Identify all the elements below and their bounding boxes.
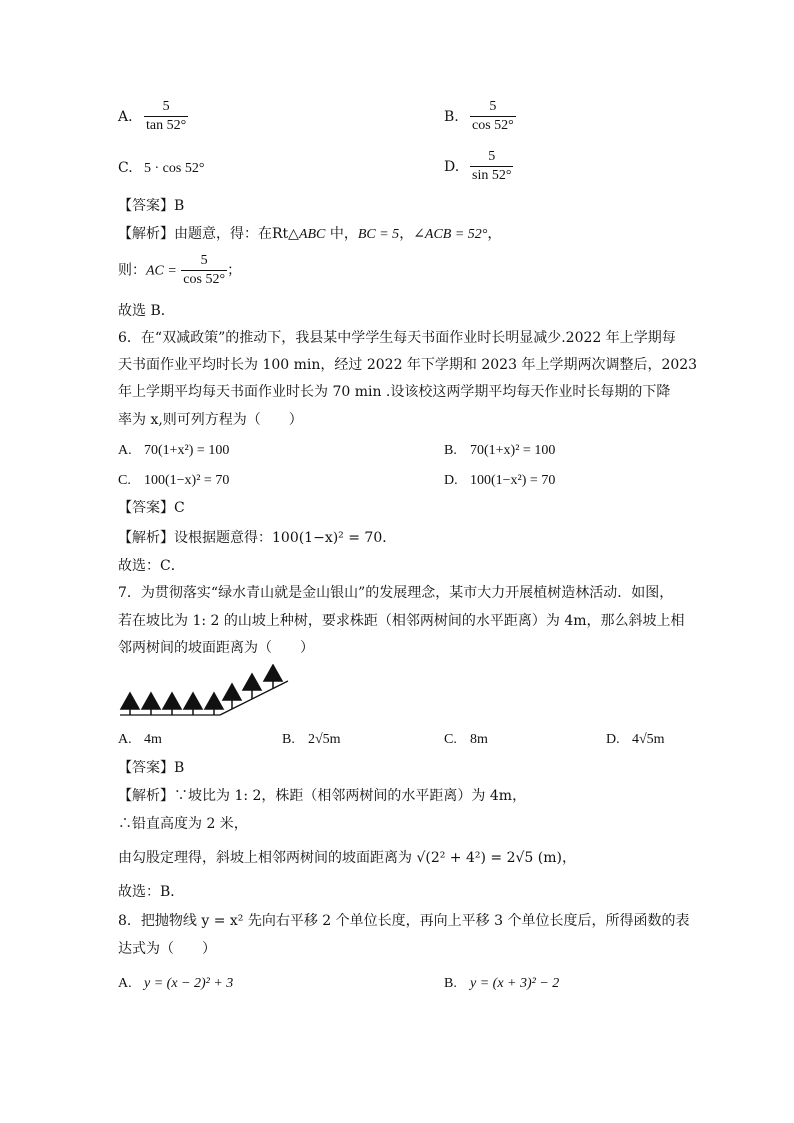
q5-option-b-fraction: $\frac{5}{\cos 52^\circ}$: [472, 99, 514, 133]
q7-answer: 【答案】B: [118, 760, 185, 776]
q5-analysis: 【解析】由题意，得：在Rt△ABC 中，BC = 5，∠ACB = 52°，: [118, 226, 502, 242]
q8-option-b: B. y = (x + 3)² − 2: [444, 976, 560, 991]
q7-analysis-line-1: 【解析】∵坡比为 1: 2，株距（相邻两树间的水平距离）为 4m，: [118, 788, 527, 804]
q6-option-a: A. 70(1+x²) = 100: [118, 443, 230, 458]
tree-row: [121, 665, 282, 715]
q8-option-a: A. y = (x − 2)² + 3: [118, 976, 234, 991]
tree-icon: [184, 693, 202, 715]
q7-stem-line-3: 邻两树间的坡面距离为（ ）: [118, 640, 314, 656]
q7-stem-line-2: 若在坡比为 1: 2 的山坡上种树，要求株距（相邻两树间的水平距离）为 4m，那么斜坡上相: [118, 613, 685, 629]
q7-option-a: A. 4m: [118, 732, 162, 747]
q6-conclusion: 故选：C．: [118, 558, 185, 574]
q6-analysis: 【解析】设根据题意得：100(1−x)² = 70．: [118, 530, 397, 546]
q6-answer: 【答案】C: [118, 500, 185, 516]
q7-conclusion: 故选：B．: [118, 884, 185, 900]
q6-option-c: C. 100(1−x)² = 70: [118, 473, 230, 488]
q8-stem-line-2: 达式为（ ）: [118, 941, 216, 957]
q6-stem-line-4: 率为 x,则可列方程为（ ）: [118, 412, 303, 428]
q6-stem-line-1: 6．在“双减政策”的推动下，我县某中学学生每天书面作业时长明显减少.2022 年上学期每: [118, 330, 676, 346]
q6-option-b: B. 70(1+x)² = 100: [444, 443, 556, 458]
q5-option-a: A. $\frac{5}{\tan 52^\circ}$: [118, 99, 187, 133]
q7-option-d: D. 4√5m: [606, 732, 665, 747]
q7-analysis-line-3: 由勾股定理得，斜坡上相邻两树间的坡面距离为 √(2² + 4²) = 2√5 (m)，: [118, 850, 576, 866]
q5-conclusion: 故选 B．: [118, 303, 175, 319]
q5-formula: 则：AC = $\frac{5}{\cos 52^\circ}$ ；: [118, 253, 242, 287]
tree-icon: [121, 693, 139, 715]
q7-stem-line-1: 7．为贯彻落实“绿水青山就是金山银山”的发展理念，某市大力开展植树造林活动．如图，: [118, 585, 674, 601]
tree-icon: [163, 693, 181, 715]
q5-option-b: B. $\frac{5}{\cos 52^\circ}$: [444, 99, 514, 133]
q8-stem-line-1: 8．把抛物线 y = x² 先向右平移 2 个单位长度，再向上平移 3 个单位长度后，所得函数的表: [118, 913, 690, 929]
q6-stem-line-3: 年上学期平均每天书面作业时长为 70 min .设该校这两学期平均每天作业时长每期的下降: [118, 384, 671, 400]
q7-option-b: B. 2√5m: [282, 732, 341, 747]
q7-analysis-line-2: ∴铅直高度为 2 米，: [118, 816, 248, 832]
tree-icon: [142, 693, 160, 715]
q5-option-d-fraction: $\frac{5}{\sin 52^\circ}$: [472, 149, 512, 183]
slope-trees-figure: [118, 664, 293, 720]
q5-option-c: C. 5 · cos 52°: [118, 160, 205, 176]
q5-ac-fraction: $\frac{5}{\cos 52^\circ}$: [183, 253, 226, 287]
tree-icon: [205, 693, 223, 715]
q5-option-a-fraction: $\frac{5}{\tan 52^\circ}$: [146, 99, 187, 133]
q6-stem-line-2: 天书面作业平均时长为 100 min，经过 2022 年下学期和 2023 年上学期两次调整后，2023: [118, 357, 698, 373]
q6-option-d: D. 100(1−x²) = 70: [444, 473, 556, 488]
q5-answer: 【答案】B: [118, 198, 185, 214]
q7-option-c: C. 8m: [444, 732, 488, 747]
q5-option-d: D. $\frac{5}{\sin 52^\circ}$: [444, 149, 512, 183]
